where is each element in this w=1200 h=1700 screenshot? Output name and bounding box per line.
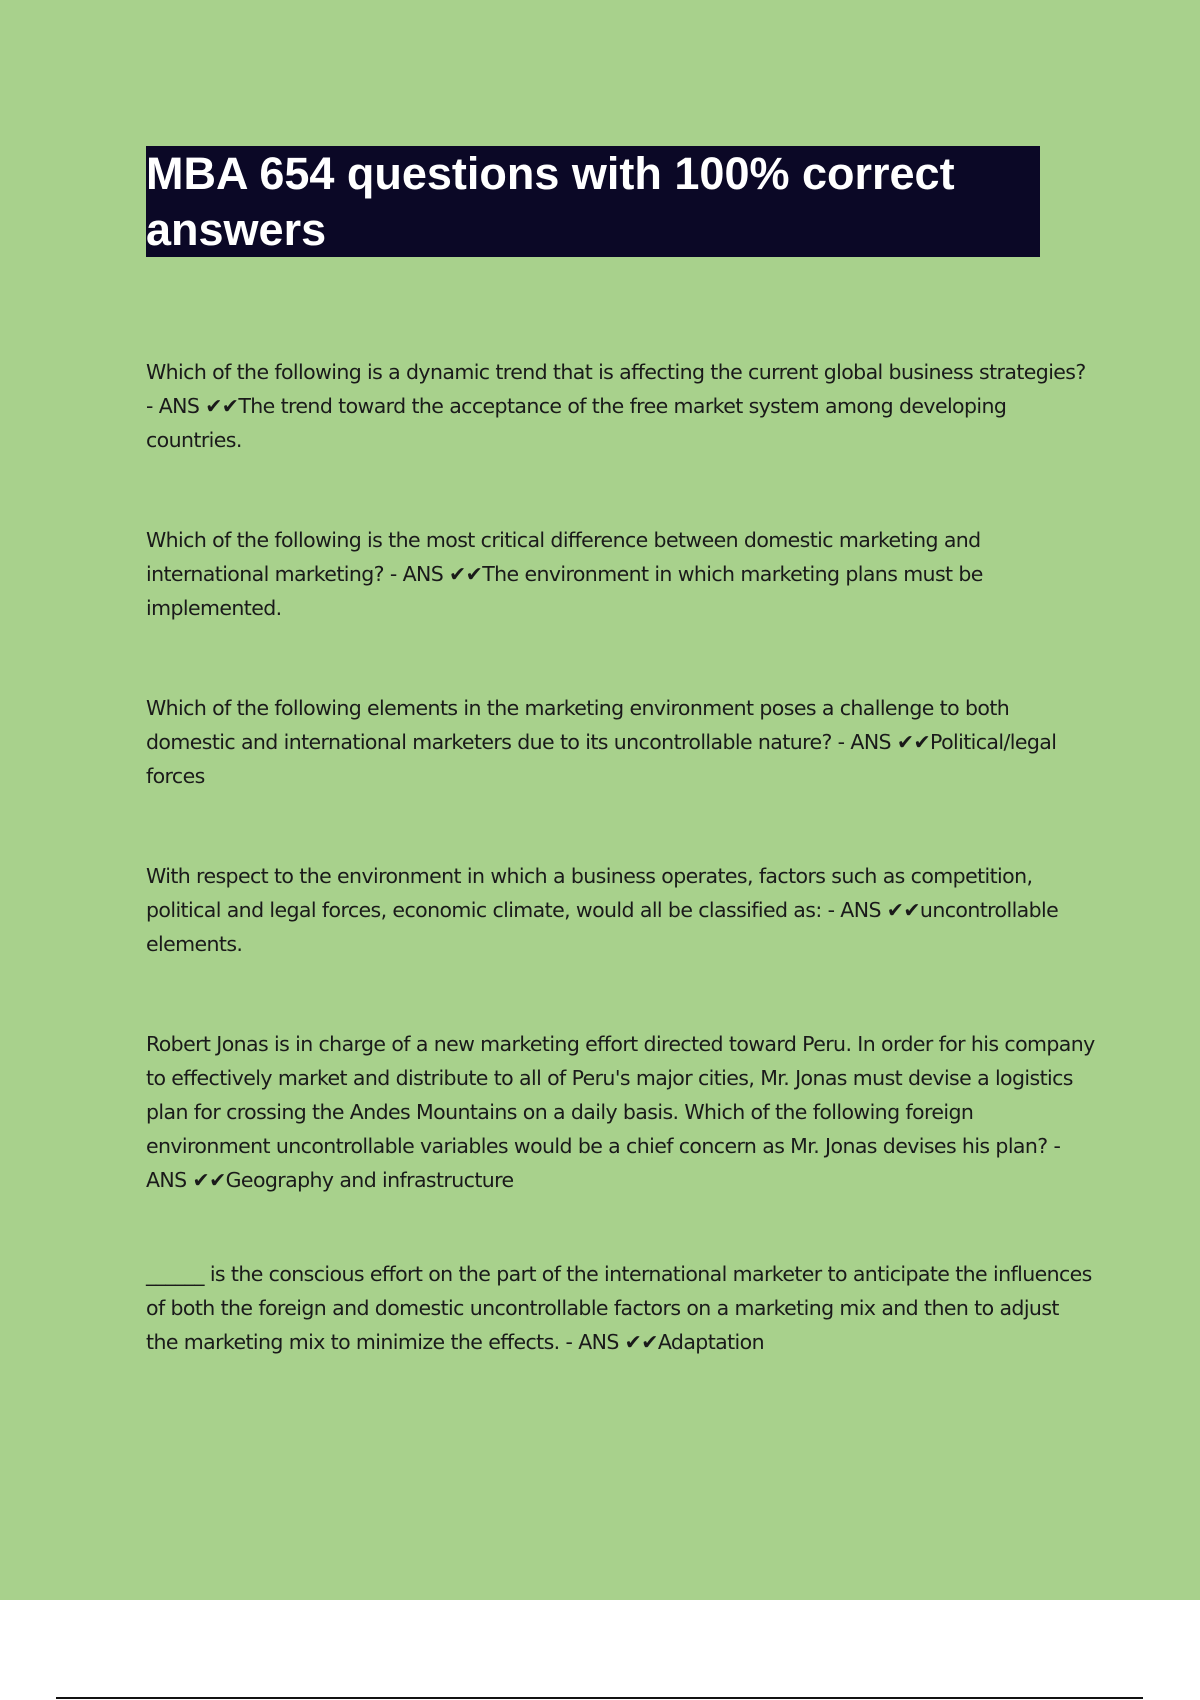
qa-item-5: Robert Jonas is in charge of a new marketing effort directed toward Peru. In order for his company to effectively market and distribute to all of Peru's major cities, Mr. Jonas must devise a logistics plan for crossing the Andes Mountains on a daily basis. Which of the following foreign environment uncontrollable variables would be a chief concern as Mr. Jonas devises his plan? - ANS ✔✔Geography and infrastructure [146, 1032, 1095, 1192]
qa-item-1: Which of the following is a dynamic trend that is affecting the current global business strategies? - ANS ✔✔The trend toward the acceptance of the free market system among developing countries. [146, 360, 1086, 452]
qa-item-3: Which of the following elements in the marketing environment poses a challenge to both domestic and international marketers due to its uncontrollable nature? - ANS ✔✔Political/legal forces [146, 696, 1057, 788]
qa-list [146, 355, 1096, 1425]
page-title: MBA 654 questions with 100% correct answers [146, 148, 955, 255]
footer-divider [56, 1697, 1143, 1699]
title-banner [146, 146, 1040, 257]
qa-item-4: With respect to the environment in which a business operates, factors such as competition, political and legal forces, economic climate, would all be classified as: - ANS ✔✔uncontrollable elements. [146, 864, 1059, 956]
qa-item-6: ______ is the conscious effort on the part of the international marketer to anticipate the influences of both the foreign and domestic uncontrollable factors on a marketing mix and then to adjust the marketing mix to minimize the effects. - ANS ✔✔Adaptation [146, 1262, 1092, 1354]
qa-item-2: Which of the following is the most critical difference between domestic marketing and international marketing? - ANS ✔✔The environment in which marketing plans must be implemented. [146, 528, 983, 620]
